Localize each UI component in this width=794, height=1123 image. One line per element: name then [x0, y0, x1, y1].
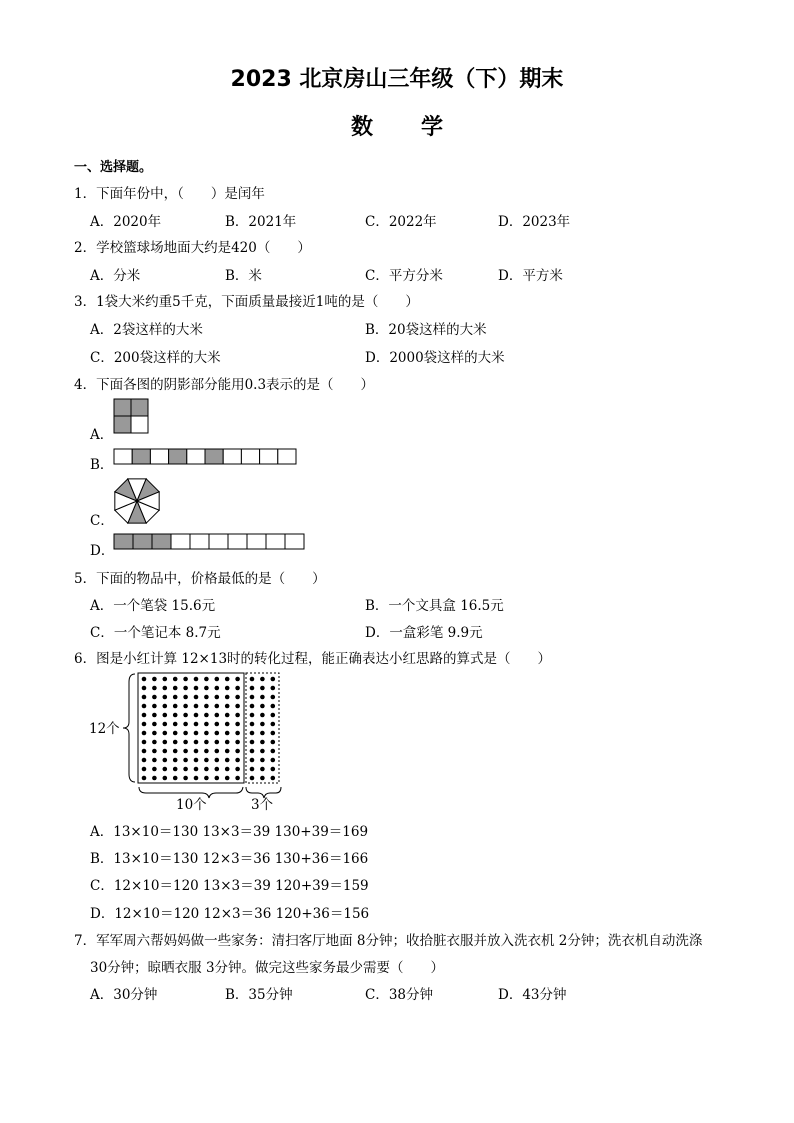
- dot: [215, 776, 220, 781]
- page-title: 2023 北京房山三年级（下）期末: [230, 67, 564, 92]
- dot: [173, 722, 178, 727]
- strip-d-cell: [152, 534, 171, 549]
- dot: [163, 731, 168, 736]
- dot: [250, 704, 255, 709]
- dot: [250, 740, 255, 745]
- dot: [152, 758, 157, 763]
- dot: [225, 740, 230, 745]
- q2-option-c: C．平方分米: [365, 268, 443, 284]
- dot: [183, 713, 188, 718]
- dot: [260, 767, 265, 772]
- dot: [225, 704, 230, 709]
- q5-option-d: D．一盒彩笔 9.9元: [365, 625, 483, 641]
- dot: [152, 695, 157, 700]
- dot: [152, 722, 157, 727]
- dot: [142, 749, 147, 754]
- strip-b-cell: [241, 449, 259, 464]
- dot: [163, 695, 168, 700]
- dot: [183, 749, 188, 754]
- dot: [215, 731, 220, 736]
- q5-option-a: A．一个笔袋 15.6元: [90, 598, 216, 614]
- dot: [194, 749, 199, 754]
- dot: [152, 677, 157, 682]
- dot: [163, 767, 168, 772]
- dot: [215, 686, 220, 691]
- dot: [152, 776, 157, 781]
- dot: [235, 704, 240, 709]
- dot: [215, 740, 220, 745]
- dot: [194, 776, 199, 781]
- dot: [183, 704, 188, 709]
- subject-title: 数学: [350, 115, 491, 140]
- dot: [142, 677, 147, 682]
- dot: [204, 686, 209, 691]
- dot: [204, 677, 209, 682]
- dot: [204, 749, 209, 754]
- strip-b-cell: [260, 449, 278, 464]
- q6-option-d: D．12×10＝120 12×3＝36 120+36＝156: [90, 906, 370, 922]
- question-3-stem: 3．1袋大米约重5千克，下面质量最接近1吨的是（ ）: [74, 294, 419, 310]
- dot: [183, 677, 188, 682]
- dot: [183, 740, 188, 745]
- strip-d-cell: [171, 534, 190, 549]
- q6-option-a: A．13×10＝130 13×3＝39 130+39＝169: [90, 824, 369, 840]
- dot: [194, 740, 199, 745]
- q2-option-b: B．米: [225, 268, 262, 284]
- dot: [225, 695, 230, 700]
- dot: [142, 695, 147, 700]
- dot: [204, 722, 209, 727]
- dot: [194, 731, 199, 736]
- dot: [235, 677, 240, 682]
- dot: [163, 686, 168, 691]
- dot: [183, 686, 188, 691]
- dot: [173, 731, 178, 736]
- q6-label-3: 3个: [251, 797, 274, 813]
- dot: [271, 767, 276, 772]
- dot: [173, 704, 178, 709]
- dot: [152, 767, 157, 772]
- dot: [250, 713, 255, 718]
- dot: [142, 704, 147, 709]
- q4-option-b-label: B．: [90, 457, 114, 473]
- dot: [194, 686, 199, 691]
- q4-figure-d-strip: [113, 533, 305, 551]
- dot: [235, 713, 240, 718]
- dot: [271, 713, 276, 718]
- strip-b-cell: [187, 449, 205, 464]
- dot: [215, 767, 220, 772]
- q5-option-b: B．一个文具盒 16.5元: [365, 598, 504, 614]
- dot: [142, 731, 147, 736]
- dot: [194, 767, 199, 772]
- strip-b-cell: [278, 449, 296, 464]
- dot: [235, 722, 240, 727]
- dot: [225, 749, 230, 754]
- dot: [183, 695, 188, 700]
- dot: [194, 758, 199, 763]
- question-2-stem: 2．学校篮球场地面大约是420（ ）: [74, 240, 311, 256]
- q3-option-c: C．200袋这样的大米: [90, 350, 221, 366]
- dot: [250, 686, 255, 691]
- q6-option-b: B．13×10＝130 12×3＝36 130+36＝166: [90, 851, 369, 867]
- dot: [260, 686, 265, 691]
- q4-option-c-label: C．: [90, 513, 114, 529]
- dot: [260, 740, 265, 745]
- dot: [204, 713, 209, 718]
- dot: [152, 749, 157, 754]
- dot: [173, 740, 178, 745]
- dot: [260, 722, 265, 727]
- q4-option-d-label: D．: [90, 543, 115, 559]
- q1-option-c: C．2022年: [365, 214, 437, 230]
- dot: [235, 749, 240, 754]
- strip-b-cell: [169, 449, 187, 464]
- dot: [142, 740, 147, 745]
- dot: [163, 677, 168, 682]
- q6-label-12: 12个: [89, 721, 120, 737]
- dot: [183, 776, 188, 781]
- dot: [271, 758, 276, 763]
- dot: [204, 767, 209, 772]
- dot: [235, 731, 240, 736]
- dot: [163, 722, 168, 727]
- dot: [271, 740, 276, 745]
- dot: [250, 722, 255, 727]
- dot: [250, 731, 255, 736]
- strip-d-cell: [133, 534, 152, 549]
- dot: [204, 776, 209, 781]
- dot: [142, 713, 147, 718]
- dot: [260, 731, 265, 736]
- dot: [173, 776, 178, 781]
- q4-option-a-label: A．: [90, 427, 114, 443]
- dot: [235, 695, 240, 700]
- dot: [204, 695, 209, 700]
- question-7-stem-line2: 30分钟；晾晒衣服 3分钟。做完这些家务最少需要（ ）: [90, 960, 445, 976]
- dot: [271, 731, 276, 736]
- q7-option-b: B．35分钟: [225, 987, 293, 1003]
- strip-d-cell: [228, 534, 247, 549]
- dot: [250, 758, 255, 763]
- q7-option-d: D．43分钟: [498, 987, 567, 1003]
- q1-option-d: D．2023年: [498, 214, 571, 230]
- dot: [250, 677, 255, 682]
- strip-d-cell: [114, 534, 133, 549]
- question-5-stem: 5．下面的物品中，价格最低的是（ ）: [74, 571, 326, 587]
- strip-d-cell: [209, 534, 228, 549]
- dot: [260, 695, 265, 700]
- dot: [142, 686, 147, 691]
- dot: [173, 713, 178, 718]
- dot: [215, 722, 220, 727]
- dot: [215, 704, 220, 709]
- strip-b-cell: [150, 449, 168, 464]
- dot: [183, 758, 188, 763]
- dot: [235, 758, 240, 763]
- dot: [271, 686, 276, 691]
- dot: [173, 695, 178, 700]
- dot: [235, 686, 240, 691]
- dot: [225, 722, 230, 727]
- dot: [250, 749, 255, 754]
- q7-option-c: C．38分钟: [365, 987, 434, 1003]
- dot: [215, 713, 220, 718]
- dot: [250, 695, 255, 700]
- dot: [152, 686, 157, 691]
- dot: [225, 686, 230, 691]
- dot: [225, 713, 230, 718]
- dot: [173, 749, 178, 754]
- dot: [163, 758, 168, 763]
- q2-option-a: A．分米: [90, 268, 141, 284]
- dot: [250, 767, 255, 772]
- strip-d-cell: [247, 534, 266, 549]
- dot: [183, 731, 188, 736]
- q3-option-d: D．2000袋这样的大米: [365, 350, 505, 366]
- dot: [142, 767, 147, 772]
- q3-option-a: A．2袋这样的大米: [90, 322, 203, 338]
- question-6-stem: 6．图是小红计算 12×13时的转化过程，能正确表达小红思路的算式是（ ）: [74, 651, 552, 667]
- q6-dot-grid-figure: [120, 670, 290, 796]
- strip-d-cell: [285, 534, 304, 549]
- dot: [235, 767, 240, 772]
- left-brace: [123, 674, 135, 782]
- dot: [260, 677, 265, 682]
- dot: [173, 767, 178, 772]
- strip-b-cell: [114, 449, 132, 464]
- dot: [194, 713, 199, 718]
- dot: [250, 776, 255, 781]
- dot: [260, 749, 265, 754]
- q4-figure-a-square: [113, 398, 150, 435]
- dot: [173, 677, 178, 682]
- section-heading: 一、选择题。: [74, 160, 153, 175]
- q5-option-c: C．一个笔记本 8.7元: [90, 625, 221, 641]
- dot: [194, 695, 199, 700]
- dot: [204, 704, 209, 709]
- strip-d-cell: [266, 534, 285, 549]
- dot: [152, 704, 157, 709]
- dot: [173, 758, 178, 763]
- dot: [271, 704, 276, 709]
- dot: [152, 713, 157, 718]
- dot: [225, 758, 230, 763]
- q4-figure-c-octagon: [111, 475, 163, 527]
- question-4-stem: 4．下面各图的阴影部分能用0.3表示的是（ ）: [74, 377, 375, 393]
- dot: [163, 704, 168, 709]
- q4-figure-b-strip: [113, 448, 299, 466]
- dot: [142, 758, 147, 763]
- dot: [194, 704, 199, 709]
- dot: [142, 722, 147, 727]
- dot: [204, 758, 209, 763]
- dot: [183, 722, 188, 727]
- dot: [235, 776, 240, 781]
- dot: [271, 677, 276, 682]
- dot: [271, 776, 276, 781]
- q3-option-b: B．20袋这样的大米: [365, 322, 487, 338]
- dot: [194, 722, 199, 727]
- dot: [152, 740, 157, 745]
- dot: [163, 749, 168, 754]
- strip-b-cell: [205, 449, 223, 464]
- dot: [260, 758, 265, 763]
- dot: [271, 695, 276, 700]
- dot: [215, 677, 220, 682]
- q6-label-10: 10个: [176, 797, 207, 813]
- q2-option-d: D．平方米: [498, 268, 563, 284]
- dot: [204, 740, 209, 745]
- dot: [215, 758, 220, 763]
- dot: [260, 704, 265, 709]
- dot: [271, 749, 276, 754]
- dot: [163, 713, 168, 718]
- question-7-stem-line1: 7．军军周六帮妈妈做一些家务：清扫客厅地面 8分钟；收拾脏衣服并放入洗衣机 2分钟；洗衣机自动洗涤: [74, 933, 703, 949]
- dot: [163, 776, 168, 781]
- strip-d-cell: [190, 534, 209, 549]
- dot: [271, 722, 276, 727]
- dot: [173, 686, 178, 691]
- question-1-stem: 1．下面年份中，（ ）是闰年: [74, 186, 265, 202]
- dot: [215, 695, 220, 700]
- q1-option-a: A．2020年: [90, 214, 162, 230]
- dot: [225, 677, 230, 682]
- q6-option-c: C．12×10＝120 13×3＝39 120+39＝159: [90, 878, 369, 894]
- dot: [225, 731, 230, 736]
- dot: [163, 740, 168, 745]
- dot: [194, 677, 199, 682]
- dot: [225, 776, 230, 781]
- dot: [183, 767, 188, 772]
- dot: [235, 740, 240, 745]
- dot: [260, 713, 265, 718]
- dot: [204, 731, 209, 736]
- dot: [260, 776, 265, 781]
- strip-b-cell: [132, 449, 150, 464]
- q7-option-a: A．30分钟: [90, 987, 158, 1003]
- dot: [225, 767, 230, 772]
- dot: [152, 731, 157, 736]
- strip-b-cell: [223, 449, 241, 464]
- dot: [142, 776, 147, 781]
- dot: [215, 749, 220, 754]
- q1-option-b: B．2021年: [225, 214, 297, 230]
